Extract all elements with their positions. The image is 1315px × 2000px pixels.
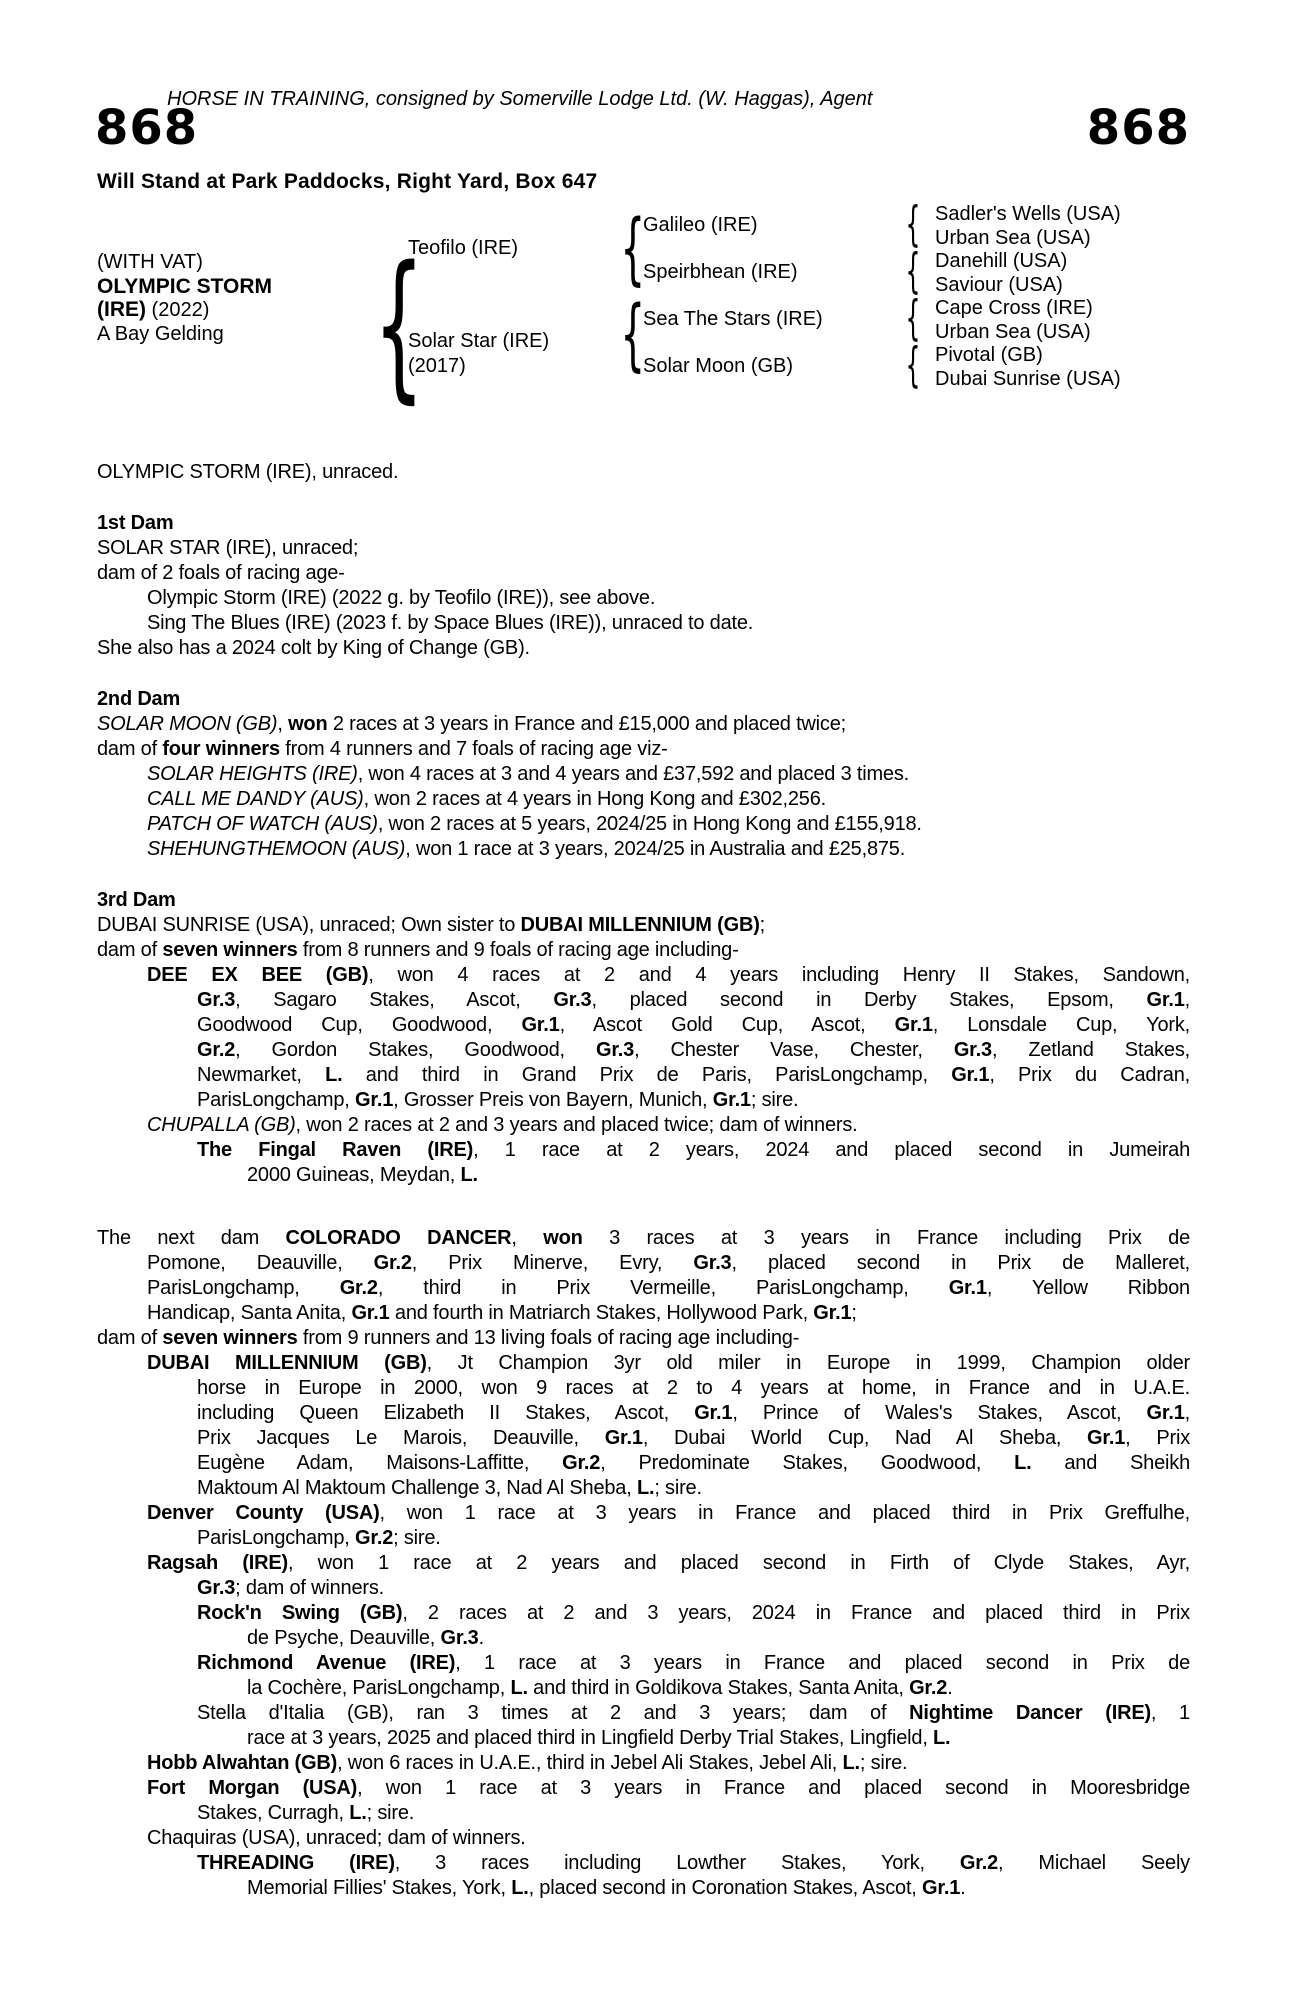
pedigree-brace-gg-0: { (905, 197, 921, 252)
great-grandparent: Urban Sea (USA) (935, 226, 1091, 249)
vat-note: (WITH VAT) (97, 251, 203, 273)
great-grandparents-pair-3 (935, 344, 1121, 391)
great-grandparent: Pivotal (GB) (935, 344, 1043, 366)
body-line: Handicap, Santa Anita, Gr.1 and fourth in Matriarch Stakes, Hollywood Park, Gr.1; (147, 1302, 857, 1324)
body-line: Memorial Fillies' Stakes, York, L., placed second in Coronation Stakes, Ascot, Gr.1. (247, 1877, 966, 1899)
great-grandparents-pair-1 (935, 250, 1067, 297)
lot-number-left: 868 (95, 100, 199, 156)
body-line: Sing The Blues (IRE) (2023 f. by Space Blues (IRE)), unraced to date. (147, 612, 754, 634)
body-line: SOLAR MOON (GB), won 2 races at 3 years in France and £15,000 and placed twice; (97, 713, 846, 735)
horse-description: A Bay Gelding (97, 322, 224, 345)
body-line: THREADING (IRE), 3 races including Lowther Stakes, York, Gr.2, Michael Seely (197, 1852, 1190, 1874)
body-line: Stella d'Italia (GB), ran 3 times at 2 and 3 years; dam of Nightime Dancer (IRE), 1 (197, 1702, 1190, 1724)
great-grandparent: Dubai Sunrise (USA) (935, 367, 1121, 390)
granddam-maternal: Solar Moon (GB) (643, 355, 794, 377)
great-grandparent: Urban Sea (USA) (935, 320, 1091, 343)
body-line: Pomone, Deauville, Gr.2, Prix Minerve, Evry, Gr.3, placed second in Prix de Malleret, (147, 1252, 1190, 1274)
body-line: Maktoum Al Maktoum Challenge 3, Nad Al Sheba, L.; sire. (197, 1477, 702, 1499)
horse-name: OLYMPIC STORM (97, 274, 273, 298)
body-line: ParisLongchamp, Gr.1, Grosser Preis von Bayern, Munich, Gr.1; sire. (197, 1089, 799, 1111)
body-line: la Cochère, ParisLongchamp, L. and third in Goldikova Stakes, Santa Anita, Gr.2. (247, 1677, 953, 1699)
body-line: ParisLongchamp, Gr.2; sire. (197, 1527, 441, 1549)
body-line: Hobb Alwahtan (GB), won 6 races in U.A.E., third in Jebel Ali Stakes, Jebel Ali, L.; sire. (147, 1752, 908, 1774)
body-line: Gr.3; dam of winners. (197, 1577, 385, 1599)
body-line: DUBAI SUNRISE (USA), unraced; Own sister to DUBAI MILLENNIUM (GB); (97, 914, 766, 936)
body-line: dam of seven winners from 9 runners and 13 living foals of racing age including- (97, 1327, 800, 1349)
stand-location: Will Stand at Park Paddocks, Right Yard, Box 647 (97, 170, 598, 193)
body-line: Stakes, Curragh, L.; sire. (197, 1802, 415, 1824)
body-line: Fort Morgan (USA), won 1 race at 3 years in France and placed second in Mooresbridge (147, 1777, 1190, 1799)
body-line: SOLAR STAR (IRE), unraced; (97, 537, 359, 559)
body-line: Denver County (USA), won 1 race at 3 years in France and placed third in Prix Greffulhe, (147, 1502, 1190, 1524)
great-grandparents-pair-0 (935, 203, 1121, 250)
grandsire-maternal: Sea The Stars (IRE) (643, 308, 823, 330)
body-line: Prix Jacques Le Marois, Deauville, Gr.1, Dubai World Cup, Nad Al Sheba, Gr.1, Prix (197, 1427, 1190, 1449)
sire-name: Teofilo (IRE) (408, 237, 519, 259)
dam-year: (2017) (408, 355, 466, 377)
body-line: CALL ME DANDY (AUS), won 2 races at 4 years in Hong Kong and £302,256. (147, 788, 826, 810)
body-line: Ragsah (IRE), won 1 race at 2 years and placed second in Firth of Clyde Stakes, Ayr, (147, 1552, 1190, 1574)
horse-identity-block (97, 251, 272, 346)
body-line: She also has a 2024 colt by King of Change (GB). (97, 637, 530, 659)
body-line: OLYMPIC STORM (IRE), unraced. (97, 461, 399, 483)
great-grandparent: Saviour (USA) (935, 273, 1063, 296)
body-line: Rock'n Swing (GB), 2 races at 2 and 3 years, 2024 in France and placed third in Prix (197, 1602, 1190, 1624)
body-line: Eugène Adam, Maisons-Laffitte, Gr.2, Predominate Stakes, Goodwood, L. and Sheikh (197, 1452, 1190, 1474)
body-line: DUBAI MILLENNIUM (GB), Jt Champion 3yr old miler in Europe in 1999, Champion older (147, 1352, 1190, 1374)
body-line: Goodwood Cup, Goodwood, Gr.1, Ascot Gold Cup, Ascot, Gr.1, Lonsdale Cup, York, (197, 1014, 1190, 1036)
great-grandparent: Cape Cross (IRE) (935, 297, 1093, 319)
body-line: de Psyche, Deauville, Gr.3. (247, 1627, 484, 1649)
horse-name-suffix (97, 298, 272, 323)
great-grandparent: Danehill (USA) (935, 250, 1068, 272)
great-grandparent: Sadler's Wells (USA) (935, 203, 1121, 225)
body-line: horse in Europe in 2000, won 9 races at 2 to 4 years at home, in France and in U.A.E. (197, 1377, 1190, 1399)
body-line: 2nd Dam (97, 688, 181, 710)
dam-block (408, 329, 549, 379)
consignor-header: HORSE IN TRAINING, consigned by Somerville Lodge Ltd. (W. Haggas), Agent (167, 88, 873, 110)
granddam-paternal: Speirbhean (IRE) (643, 261, 798, 283)
body-line: Gr.3, Sagaro Stakes, Ascot, Gr.3, placed second in Derby Stakes, Epsom, Gr.1, (197, 989, 1190, 1011)
body-line: race at 3 years, 2025 and placed third in Lingfield Derby Trial Stakes, Lingfield, L. (247, 1727, 951, 1749)
body-line: The Fingal Raven (IRE), 1 race at 2 years, 2024 and placed second in Jumeirah (197, 1139, 1190, 1161)
pedigree-brace-gg-3: { (905, 338, 921, 393)
lot-number-right: 868 (1086, 100, 1190, 156)
body-line: SHEHUNGTHEMOON (AUS), won 1 race at 3 years, 2024/25 in Australia and £25,875. (147, 838, 906, 860)
pedigree-brace-gg-2: { (905, 291, 921, 346)
great-grandparents-pair-2 (935, 297, 1093, 344)
body-line: Olympic Storm (IRE) (2022 g. by Teofilo (IRE)), see above. (147, 587, 656, 609)
grandsire-paternal: Galileo (IRE) (643, 214, 758, 236)
body-line: dam of four winners from 4 runners and 7 foals of racing age viz- (97, 738, 668, 760)
body-line: CHUPALLA (GB), won 2 races at 2 and 3 years and placed twice; dam of winners. (147, 1114, 858, 1136)
pedigree-brace-dam-parents: { (620, 290, 646, 380)
body-line: SOLAR HEIGHTS (IRE), won 4 races at 3 and 4 years and £37,592 and placed 3 times. (147, 763, 909, 785)
horse-year: (2022) (146, 299, 210, 321)
body-line: dam of seven winners from 8 runners and 9 foals of racing age including- (97, 939, 739, 961)
body-line: 3rd Dam (97, 889, 176, 911)
body-line: 2000 Guineas, Meydan, L. (247, 1164, 478, 1186)
pedigree-details (97, 460, 1190, 1901)
body-line: including Queen Elizabeth II Stakes, Ascot, Gr.1, Prince of Wales's Stakes, Ascot, Gr.1, (197, 1402, 1190, 1424)
body-line: 1st Dam (97, 512, 174, 534)
pedigree-brace-gg-1: { (905, 244, 921, 299)
body-line: DEE EX BEE (GB), won 4 races at 2 and 4 years including Henry II Stakes, Sandown, (147, 964, 1190, 986)
body-line: ParisLongchamp, Gr.2, third in Prix Vermeille, ParisLongchamp, Gr.1, Yellow Ribbon (147, 1277, 1190, 1299)
pedigree-brace-main: { (373, 231, 425, 418)
body-line: Newmarket, L. and third in Grand Prix de Paris, ParisLongchamp, Gr.1, Prix du Cadran, (197, 1064, 1190, 1086)
body-line: Chaquiras (USA), unraced; dam of winners. (147, 1827, 526, 1849)
pedigree-brace-sire-parents: { (620, 204, 646, 294)
body-line: dam of 2 foals of racing age- (97, 562, 345, 584)
body-line: The next dam COLORADO DANCER, won 3 races at 3 years in France including Prix de (97, 1227, 1190, 1249)
horse-country: (IRE) (97, 298, 146, 321)
body-line: PATCH OF WATCH (AUS), won 2 races at 5 years, 2024/25 in Hong Kong and £155,918. (147, 813, 922, 835)
body-line: Richmond Avenue (IRE), 1 race at 3 years in France and placed second in Prix de (197, 1652, 1190, 1674)
dam-name: Solar Star (IRE) (408, 330, 550, 352)
body-line: Gr.2, Gordon Stakes, Goodwood, Gr.3, Chester Vase, Chester, Gr.3, Zetland Stakes, (197, 1039, 1190, 1061)
